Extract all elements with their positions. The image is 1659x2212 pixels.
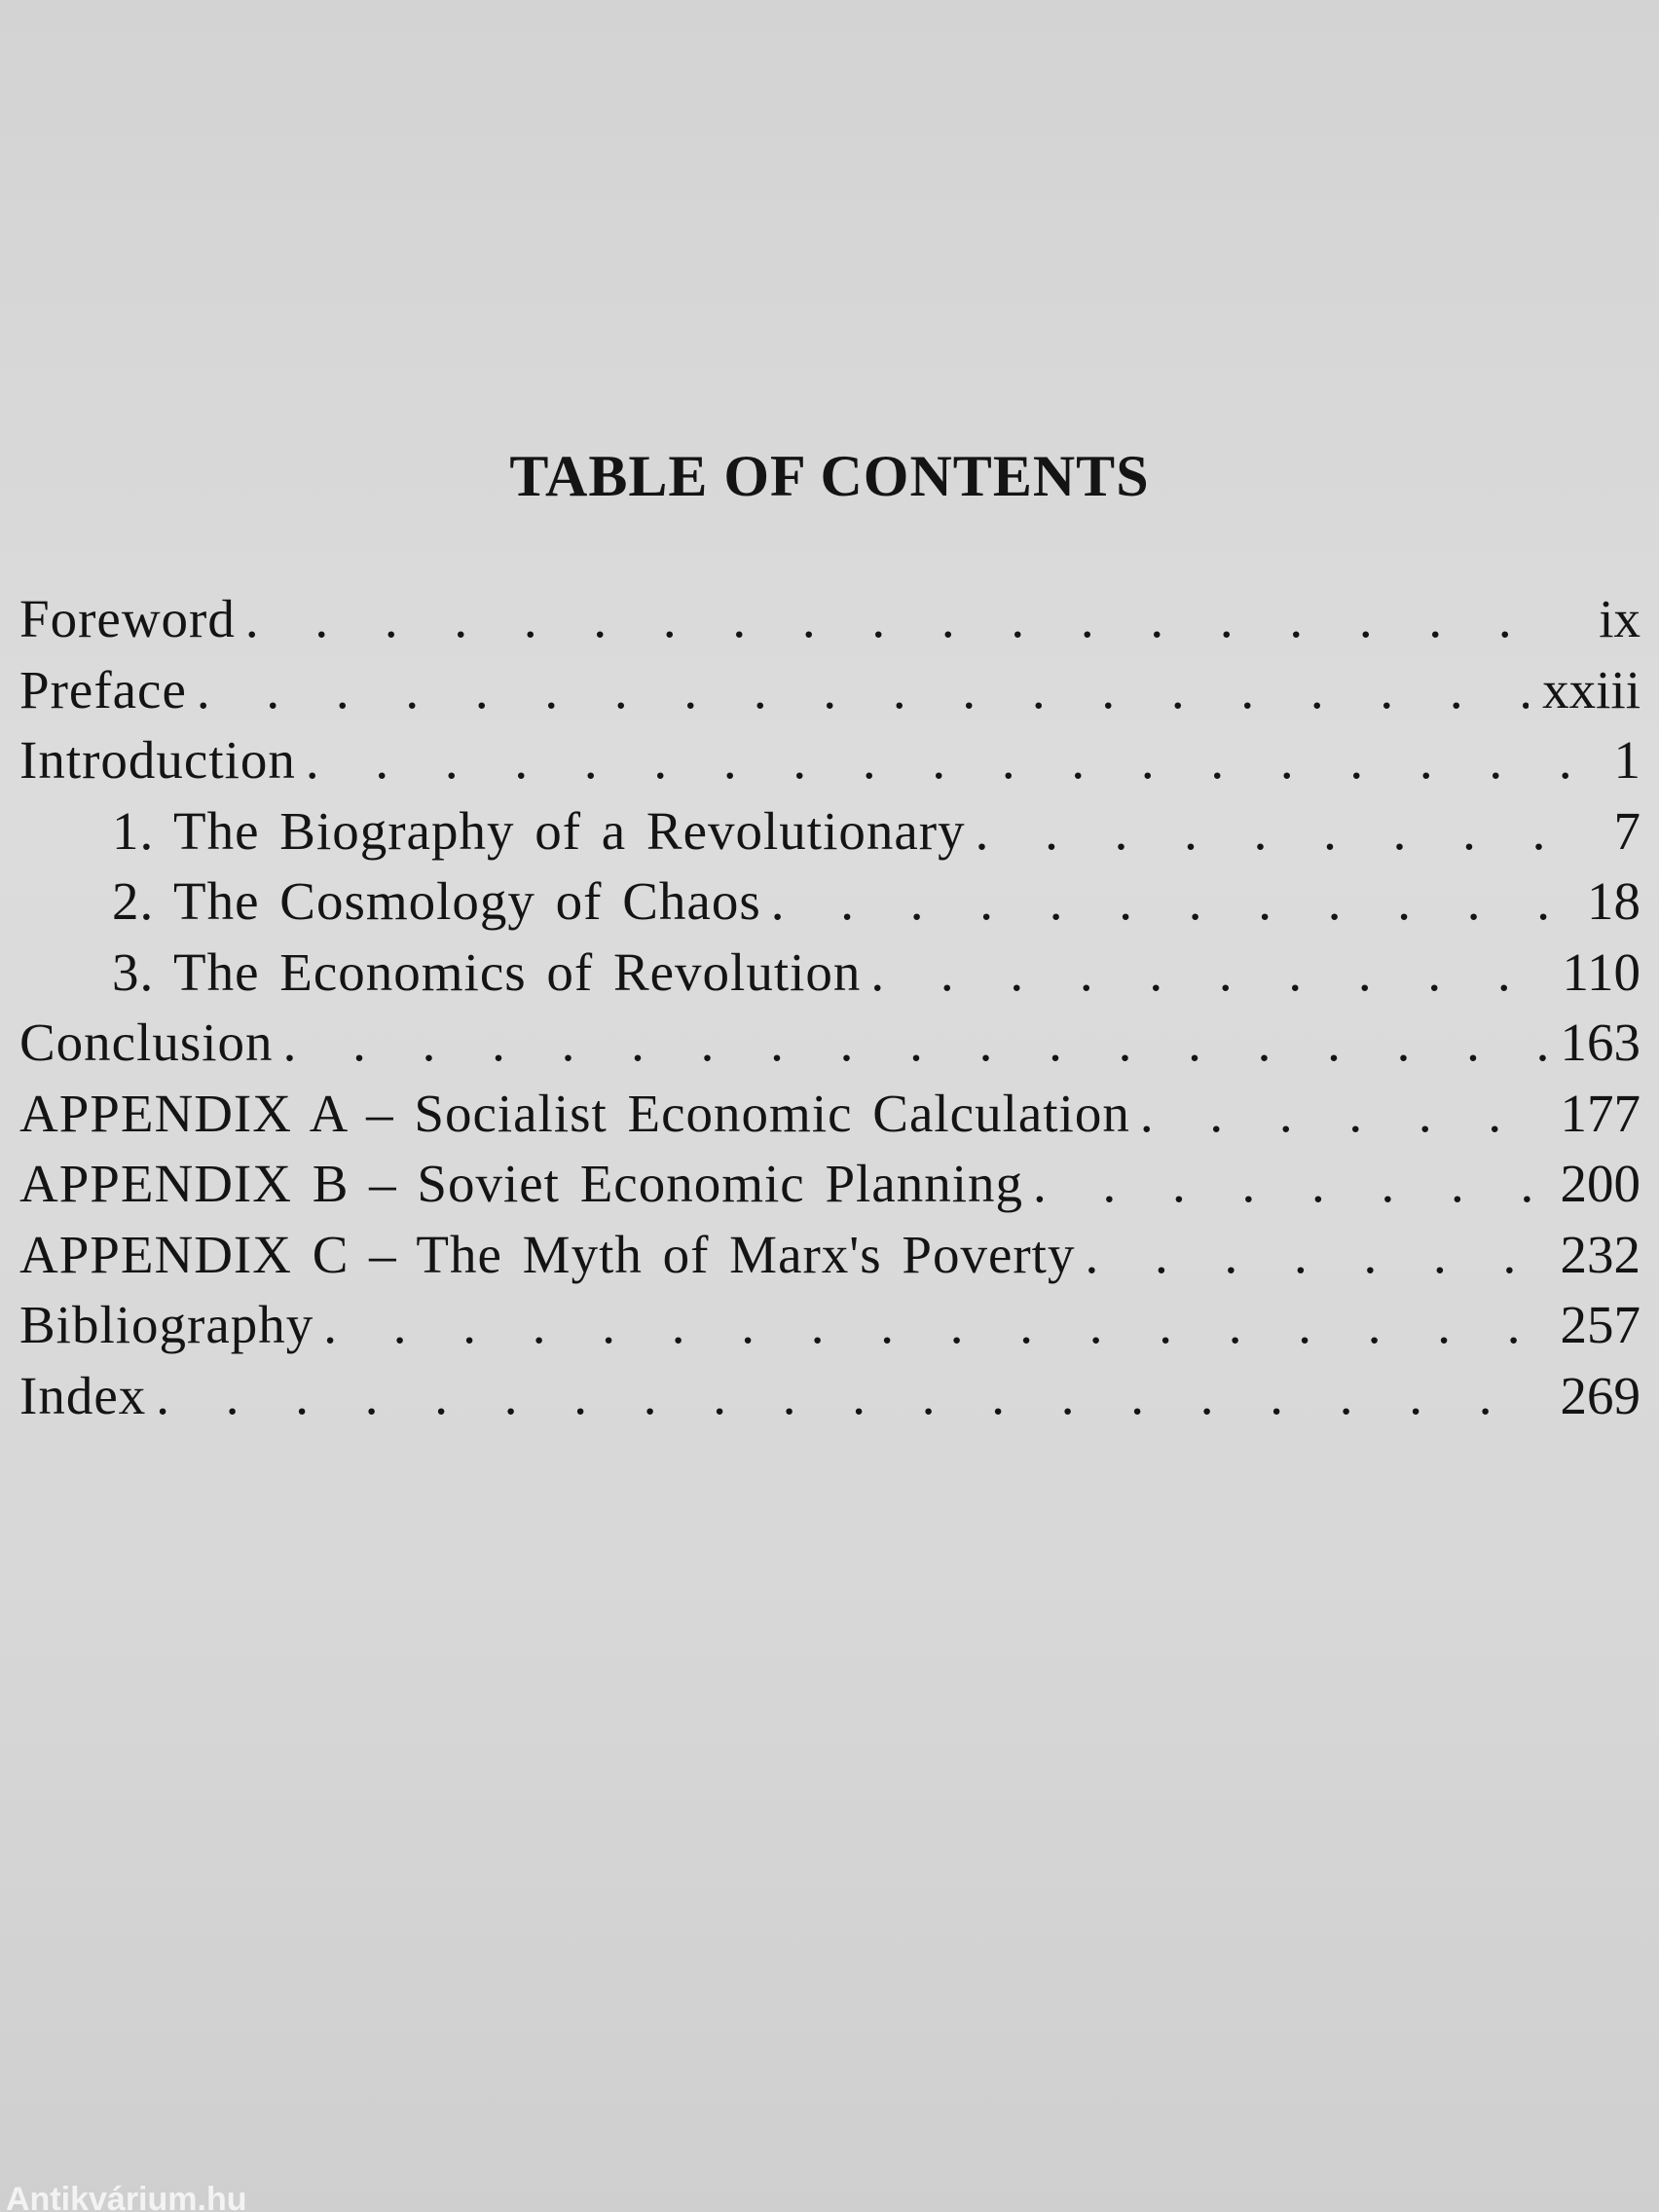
toc-entry <box>19 938 1641 1009</box>
toc-entry-label: Index <box>19 1365 147 1425</box>
toc-entry-page-number: ix <box>1599 589 1641 648</box>
toc-entry-page-number: 18 <box>1587 871 1641 931</box>
toc-entry-page-number: 110 <box>1562 941 1641 1002</box>
dot-leader <box>1085 1220 1546 1291</box>
dot-leader <box>870 938 1548 1009</box>
toc-entry-page-number: 7 <box>1613 800 1641 861</box>
toc-entry-page-number: 232 <box>1560 1224 1641 1284</box>
toc-entry-page-number: 1 <box>1613 730 1641 790</box>
toc-entry-page-number: 257 <box>1560 1295 1641 1354</box>
toc-entry <box>19 1220 1641 1291</box>
toc-entry <box>19 1149 1641 1220</box>
toc-entry <box>19 796 1641 867</box>
dot-leader <box>197 655 1529 726</box>
toc-entry-page-number: 200 <box>1560 1154 1641 1213</box>
toc-entry-label: Bibliography <box>19 1295 314 1354</box>
dot-leader <box>1140 1079 1547 1150</box>
toc-entry-label: 2. The Cosmology of Chaos <box>112 871 761 931</box>
toc-entry <box>19 1361 1641 1432</box>
toc-entry-page-number: 269 <box>1560 1365 1641 1425</box>
toc-entry <box>19 655 1641 726</box>
toc-entry-label: Introduction <box>19 730 296 790</box>
toc-title: TABLE OF CONTENTS <box>509 444 1150 508</box>
toc-entry-label: APPENDIX B – Soviet Economic Planning <box>19 1154 1024 1213</box>
show-through-text-top <box>0 0 1659 450</box>
toc-entry-label: 3. The Economics of Revolution <box>112 941 862 1002</box>
toc-entry-label: Foreword <box>19 589 236 648</box>
watermark: Antikvárium.hu <box>6 2181 247 2212</box>
toc-entry <box>19 1079 1641 1150</box>
toc-entry-label: Conclusion <box>19 1013 274 1072</box>
toc-entry-label: Preface <box>19 659 187 719</box>
toc-entry-label: 1. The Biography of a Revolutionary <box>112 800 966 861</box>
toc-entry <box>19 584 1641 655</box>
dot-leader <box>323 1290 1546 1361</box>
dot-leader <box>771 866 1568 938</box>
dot-leader <box>156 1361 1546 1432</box>
toc-list <box>19 584 1641 1431</box>
toc-entry <box>19 1290 1641 1361</box>
toc-entry-label: APPENDIX A – Socialist Economic Calculation <box>19 1083 1130 1143</box>
dot-leader <box>976 796 1568 867</box>
toc-entry-page-number: xxiii <box>1542 659 1641 719</box>
toc-entry-page-number: 177 <box>1560 1083 1641 1143</box>
toc-entry-page-number: 163 <box>1560 1013 1641 1072</box>
toc-entry <box>19 866 1641 938</box>
dot-leader <box>306 725 1568 796</box>
dot-leader <box>283 1008 1547 1079</box>
dot-leader <box>1033 1149 1546 1220</box>
toc-entry <box>19 725 1641 796</box>
dot-leader <box>245 584 1568 655</box>
toc-entry-label: APPENDIX C – The Myth of Marx's Poverty <box>19 1224 1076 1284</box>
toc-entry <box>19 1008 1641 1079</box>
